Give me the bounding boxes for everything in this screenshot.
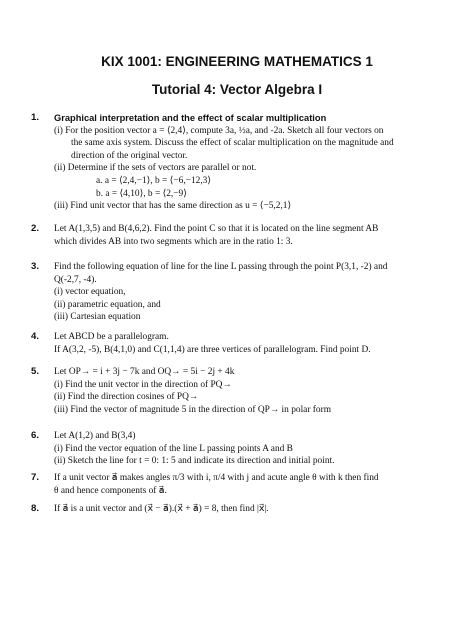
question-number: 8.	[31, 503, 40, 514]
course-title: KIX 1001: ENGINEERING MATHEMATICS 1	[101, 54, 373, 69]
question-line: the same axis system. Discuss the effect of scalar multiplication on the magnitude and	[71, 138, 394, 149]
question-line: Let A(1,3,5) and B(4,6,2). Find the point C so that it is located on the line segment AB	[54, 224, 379, 234]
question-line: (i) Find the unit vector in the direction of PQ→	[54, 379, 232, 390]
question-line: Q(-2,7, -4).	[54, 274, 97, 285]
question-4	[31, 331, 424, 356]
question-line: (iii) Find unit vector that has the same direction as u = ⟨−5,2,1⟩	[54, 201, 292, 212]
question-line: a. a = ⟨2,4,−1⟩, b = ⟨−6,−12,3⟩	[96, 175, 212, 186]
question-number: 1.	[31, 112, 40, 123]
question-line: (ii) Find the direction cosines of PQ→	[54, 392, 199, 403]
question-line: Let A(1,2) and B(3,4)	[54, 431, 136, 441]
question-line: If a unit vector a⃗ makes angles π/3 with i, π/4 with j and acute angle θ with k then find	[54, 473, 379, 483]
question-number: 7.	[31, 472, 40, 483]
question-8	[31, 503, 424, 516]
question-line: (i) Find the vector equation of the line L passing points A and B	[54, 443, 293, 454]
question-line: (ii) Determine if the sets of vectors are parallel or not.	[54, 163, 257, 174]
question-1	[31, 112, 424, 213]
question-line: Find the following equation of line for the line L passing through the point P(3,1, -2) and	[54, 262, 388, 272]
question-line: Let ABCD be a parallelogram.	[54, 332, 169, 342]
question-number: 5.	[31, 366, 40, 377]
question-line: θ and hence components of a⃗.	[54, 485, 167, 496]
question-number: 6.	[31, 430, 40, 441]
question-number: 4.	[31, 331, 40, 342]
question-5	[31, 366, 424, 416]
question-7	[31, 472, 424, 497]
question-line: (ii) Sketch the line for t = 0: 1: 5 and indicate its direction and initial point.	[54, 456, 335, 467]
question-line: (iii) Find the vector of magnitude 5 in the direction of QP→ in polar form	[54, 404, 332, 415]
question-2	[31, 223, 424, 248]
question-line: which divides AB into two segments which are in the ratio 1: 3.	[54, 236, 293, 247]
question-6	[31, 430, 424, 468]
question-line: (iii) Cartesian equation	[54, 312, 141, 323]
question-number: 3.	[31, 261, 40, 272]
question-heading: Graphical interpretation and the effect of scalar multiplication	[54, 113, 327, 123]
tutorial-title: Tutorial 4: Vector Algebra I	[151, 82, 323, 97]
question-line: direction of the original vector.	[71, 150, 188, 161]
question-line: (ii) parametric equation, and	[54, 299, 161, 310]
question-line: (i) vector equation,	[54, 287, 126, 298]
question-line: If a⃗ is a unit vector and (x⃗ − a⃗).(x⃗ + a⃗) = 8, then find |x⃗|.	[54, 504, 269, 514]
question-3	[31, 261, 424, 324]
question-line: If A(3,2, -5), B(4,1,0) and C(1,1,4) are three vertices of parallelogram. Find point D.	[54, 344, 371, 355]
question-line: b. a = ⟨4,10⟩, b = ⟨2,−9⟩	[96, 188, 187, 199]
question-number: 2.	[31, 223, 40, 234]
question-line: Let OP→ = i + 3j − 7k and OQ→ = 5i − 2j + 4k	[54, 367, 235, 377]
question-line: (i) For the position vector a = ⟨2,4⟩, compute 3a, ½a, and -2a. Sketch all four vectors on	[54, 125, 384, 136]
